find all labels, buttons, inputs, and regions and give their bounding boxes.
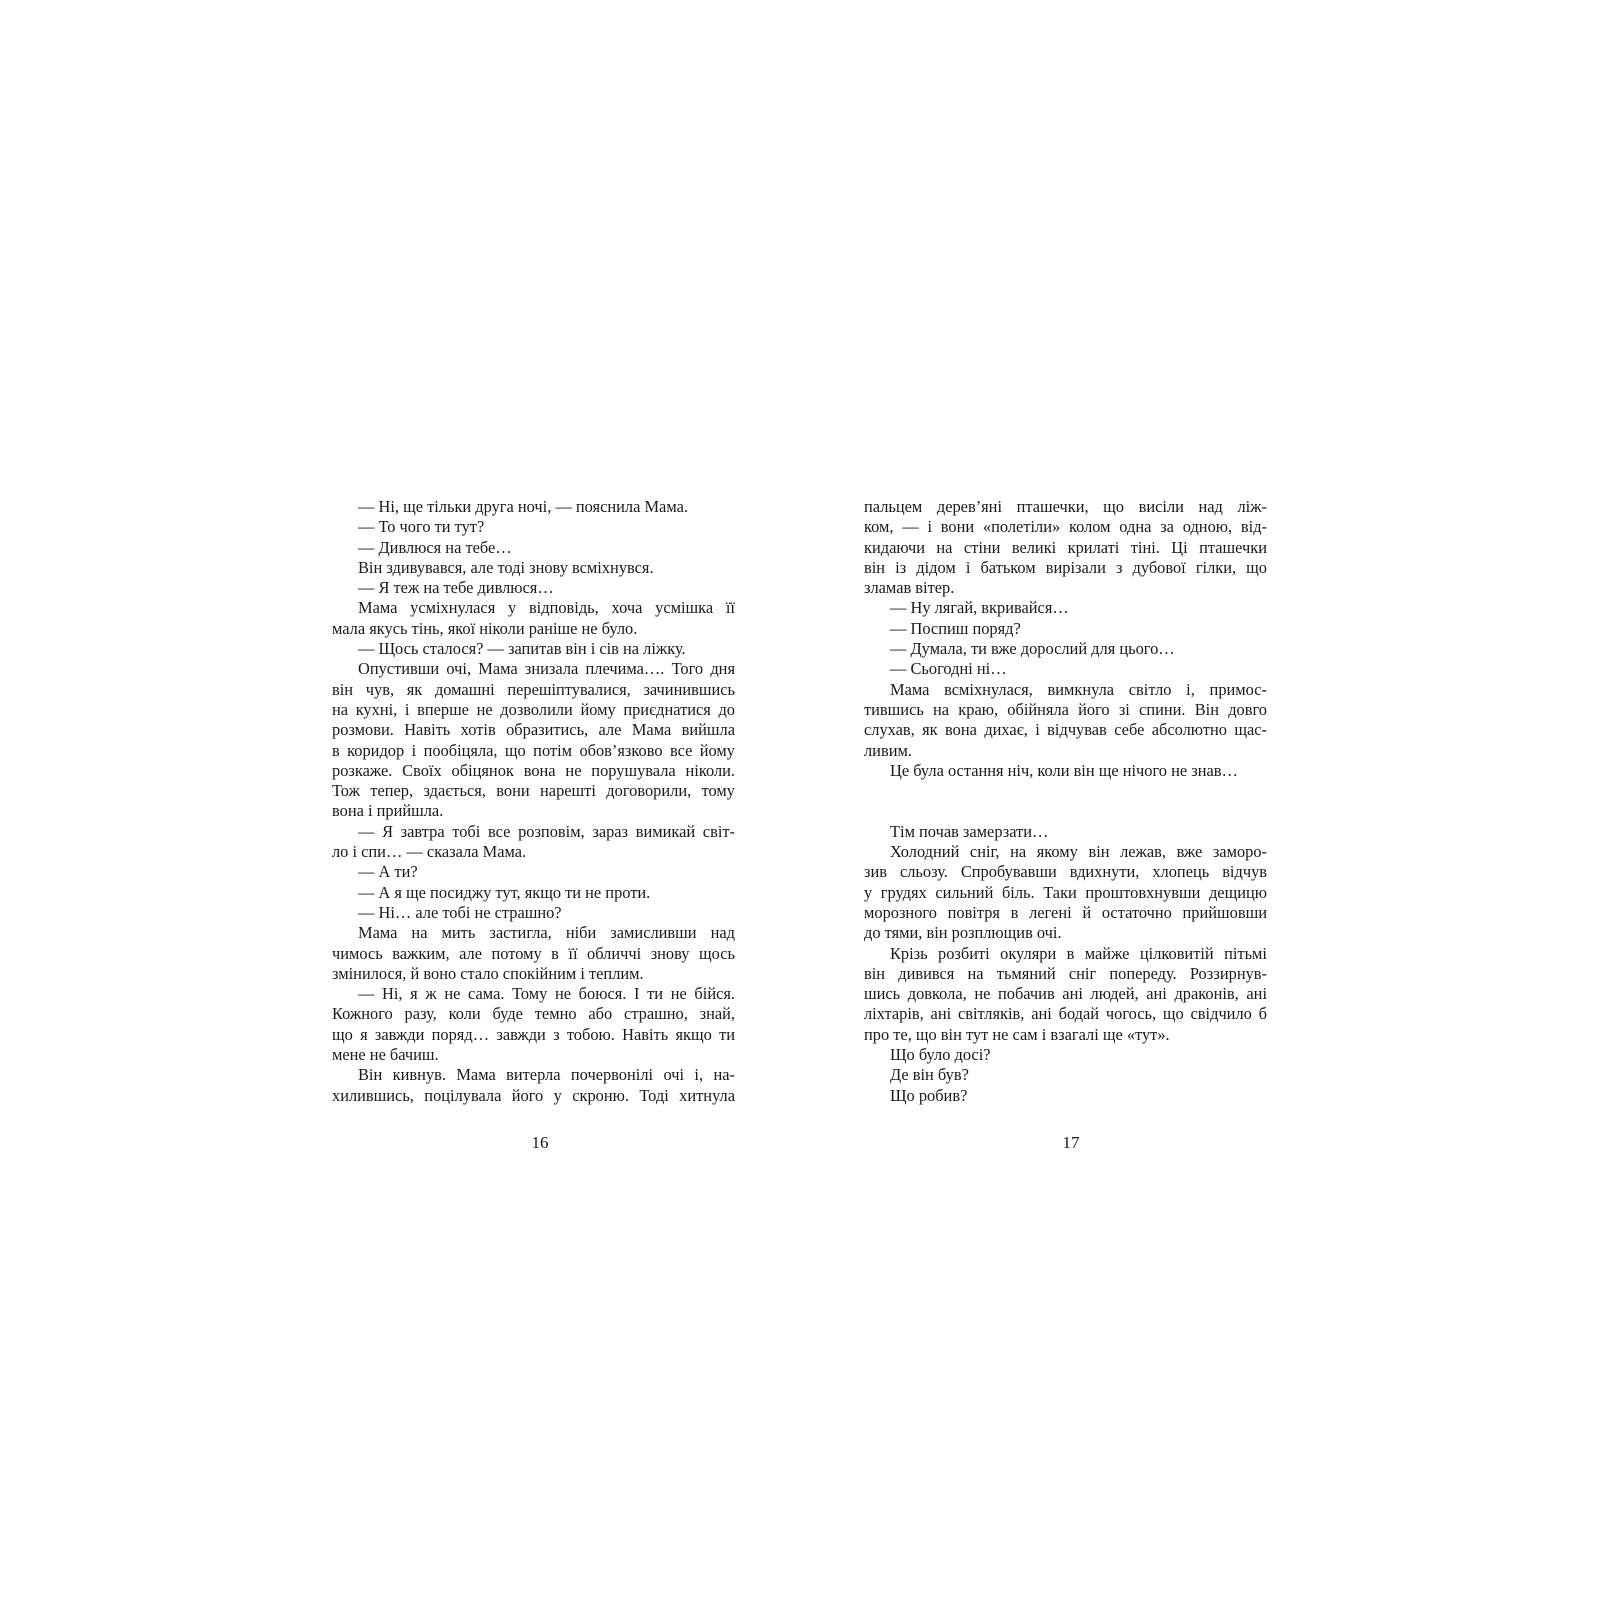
text-line: — А я ще посиджу тут, якщо ти не проти.	[358, 882, 651, 902]
text-line: ло і спи… — сказала Мама.	[332, 842, 527, 862]
text-line: що я завжди поряд… завжди з тобою. Навіть якщо ти	[332, 1024, 735, 1044]
text-line: — То чого ти тут?	[358, 517, 485, 537]
text-line: Це була остання ніч, коли він ще нічого не знав…	[890, 760, 1238, 780]
text-line: чимось важким, але потому в її обличчі знову щось	[332, 943, 735, 963]
text-line: кидаючи на стіни великі крилаті тіні. Ці пташечки	[864, 537, 1267, 557]
text-line: про те, що він тут не сам і взагалі ще «тут».	[864, 1024, 1170, 1044]
text-line: — Щось сталося? — запитав він і сів на ліжку.	[358, 639, 686, 659]
page-number-right: 17	[1062, 1133, 1080, 1152]
text-line: він чув, як домашні перешіптувалися, зачинившись	[332, 679, 735, 699]
text-line: — Я завтра тобі все розповім, зараз вимикай світ-	[358, 821, 735, 841]
text-line: — Ні… але тобі не страшно?	[358, 902, 562, 922]
text-line: тившись на краю, обійняла його зі спини. Він довго	[864, 699, 1267, 719]
text-line: — Поспиш поряд?	[890, 618, 1021, 638]
text-line: на кухні, і вперше не дозволили йому приєднатися до	[332, 699, 735, 719]
text-line: хилившись, поцілувала його у скроню. Тоді хитнула	[332, 1085, 735, 1105]
text-line: ком, — і вони «полетіли» колом одна за одною, від-	[864, 517, 1267, 537]
text-line: — А ти?	[358, 862, 418, 882]
text-line: Кожного разу, коли буде темно або страшно, знай,	[332, 1004, 735, 1024]
text-line: — Я теж на тебе дивлюся…	[358, 578, 554, 598]
text-line: — Ні, я ж не сама. Тому не боюся. І ти не бійся.	[358, 984, 735, 1004]
text-line: Він здивувався, але тоді знову всміхнувся.	[358, 557, 654, 577]
blank-line	[864, 781, 1267, 801]
text-line: — Ну лягай, вкривайся…	[890, 598, 1069, 618]
text-line: у грудях сильний біль. Таки проштовхнувши дещицю	[864, 882, 1267, 902]
text-line: вона і прийшла.	[332, 801, 444, 821]
text-line: Опустивши очі, Мама знизала плечима…. Того дня	[358, 659, 735, 679]
text-line: Мама на мить застигла, ніби замисливши над	[358, 923, 735, 943]
text-line: Холодний сніг, на якому він лежав, вже заморо-	[890, 842, 1267, 862]
text-line: — Ні, ще тільки друга ночі, — пояснила Мама.	[358, 497, 688, 516]
text-line: зив сльозу. Спробувавши вдихнути, хлопець відчув	[864, 862, 1267, 882]
text-line: слухав, як вона дихає, і відчував себе абсолютно щас-	[864, 720, 1267, 740]
text-line: шись довкола, не побачив ані людей, ані драконів, ані	[864, 984, 1267, 1004]
text-line: він із дідом і батьком вирізали з дубової гілки, що	[864, 557, 1267, 577]
text-line: Мама всміхнулася, вимкнула світло і, примос-	[890, 679, 1267, 699]
right-page-body	[864, 497, 1267, 1106]
text-line: Крізь розбиті окуляри в майже цілковитій пітьмі	[890, 943, 1267, 963]
left-page-body	[332, 497, 735, 1106]
text-line: зламав вітер.	[864, 578, 955, 598]
text-line: він дивився на тьмяний сніг попереду. Роззирнув-	[864, 963, 1267, 983]
text-line: пальцем дерев’яні пташечки, що висіли над ліж-	[864, 497, 1267, 516]
text-line: Що було досі?	[890, 1045, 991, 1065]
text-line: розкаже. Своїх обіцянок вона не порушувала ніколи.	[332, 760, 735, 780]
text-line: ліхтарів, ані світляків, ані бодай чогось, що свідчило б	[864, 1004, 1267, 1024]
text-line: в коридор і пообіцяла, що потім обов’язково все йому	[332, 740, 735, 760]
text-line: розмови. Навіть хотів образитись, але Мама вийшла	[332, 720, 735, 740]
text-line: Що робив?	[890, 1085, 968, 1105]
text-line: ливим.	[864, 740, 912, 760]
text-line: Мама усміхнулася у відповідь, хоча усмішка її	[358, 598, 735, 618]
text-line: — Сьогодні ні…	[890, 659, 1007, 679]
blank-line	[864, 801, 1267, 821]
page-number-left: 16	[531, 1133, 549, 1152]
text-line: Де він був?	[890, 1065, 969, 1085]
text-line: Тож тепер, здається, вони нарешті договорили, тому	[332, 781, 735, 801]
text-line: до тями, він розплющив очі.	[864, 923, 1062, 943]
text-line: Тім почав замерзати…	[890, 821, 1049, 841]
text-line: — Дивлюся на тебе…	[358, 537, 512, 557]
text-line: мене не бачиш.	[332, 1045, 439, 1065]
text-line: мала якусь тінь, якої ніколи раніше не було.	[332, 618, 638, 638]
text-line: — Думала, ти вже дорослий для цього…	[890, 639, 1175, 659]
text-line: змінилося, й воно стало спокійним і теплим.	[332, 963, 644, 983]
text-line: морозного повітря в легені й остаточно прийшовши	[864, 902, 1267, 922]
text-line: Він кивнув. Мама витерла почервонілі очі і, на-	[358, 1065, 735, 1085]
